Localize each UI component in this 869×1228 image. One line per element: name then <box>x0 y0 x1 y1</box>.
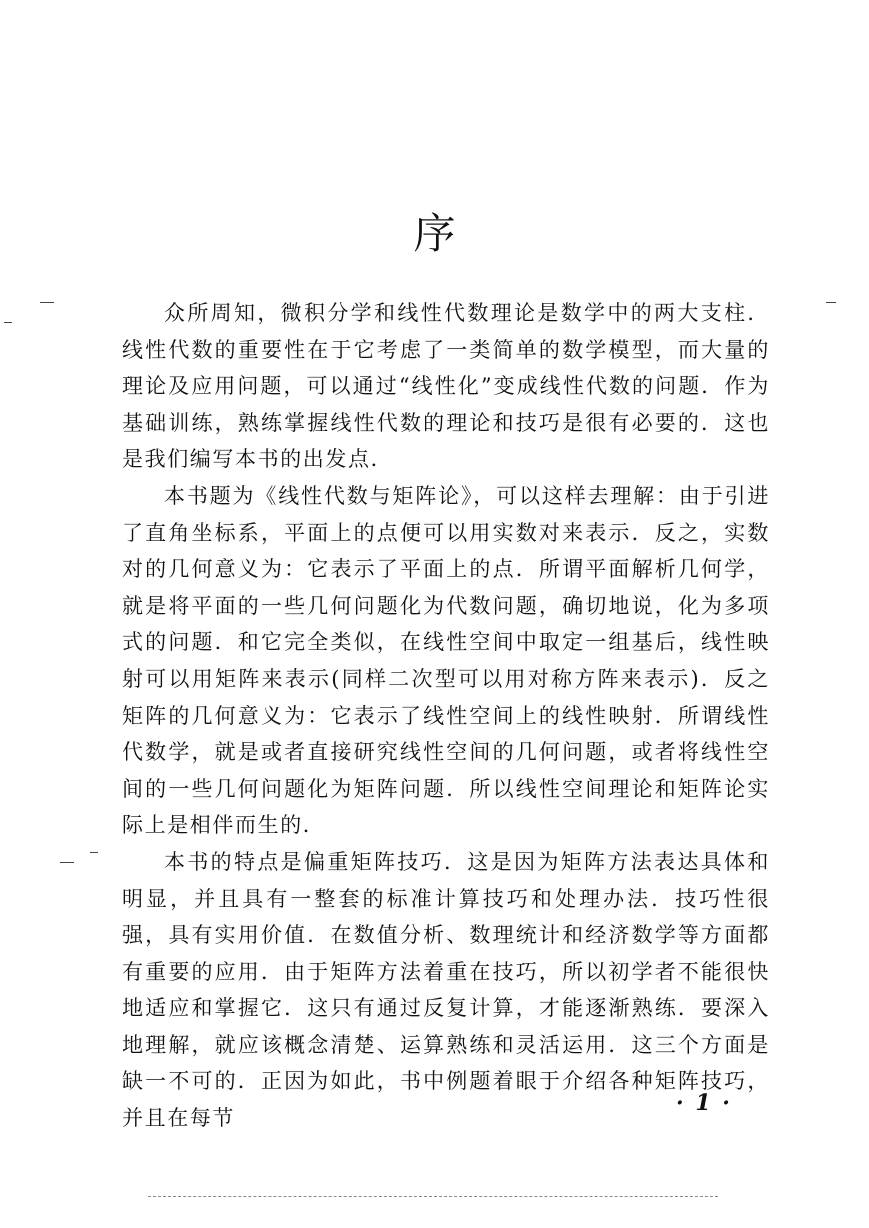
scan-mark <box>40 302 54 303</box>
paragraph-3: 本书的特点是偏重矩阵技巧．这是因为矩阵方法表达具体和明显，并且具有一整套的标准计算技巧和处理办法．技巧性很强，具有实用价值．在数值分析、数理统计和经济数学等方面都有重要的应用．由于矩阵方法着重在技巧，所以初学者不能很快地适应和掌握它．这只有通过反复计算，才能逐渐熟练．要深入地理解，就应该概念清楚、运算熟练和灵活运用．这三个方面是缺一不可的．正因为如此，书中例题着眼于介绍各种矩阵技巧，并且在每节 <box>122 849 770 1131</box>
scan-mark <box>826 302 836 303</box>
scan-mark <box>60 862 74 863</box>
bottom-rule <box>148 1196 718 1197</box>
body-text <box>122 295 770 1137</box>
scan-mark <box>4 322 12 323</box>
page-number: · 1 · <box>676 1090 732 1116</box>
paragraph-2: 本书题为《线性代数与矩阵论》，可以这样去理解：由于引进了直角坐标系，平面上的点便可以用实数对来表示．反之，实数对的几何意义为：它表示了平面上的点．所谓平面解析几何学，就是将平面的一些几何问题化为代数问题，确切地说，化为多项式的问题．和它完全类似，在线性空间中取定一组基后，线性映射可以用矩阵来表示(同样二次型可以用对称方阵来表示)．反之矩阵的几何意义为：它表示了线性空间上的线性映射．所谓线性代数学，就是或者直接研究线性空间的几何问题，或者将线性空间的一些几何问题化为矩阵问题．所以线性空间理论和矩阵论实际上是相伴而生的． <box>122 483 770 838</box>
scan-mark <box>90 852 98 853</box>
paragraph-1: 众所周知，微积分学和线性代数理论是数学中的两大支柱．线性代数的重要性在于它考虑了一类简单的数学模型，而大量的理论及应用问题，可以通过“线性化”变成线性代数的问题．作为基础训练，熟练掌握线性代数的理论和技巧是很有必要的．这也是我们编写本书的出发点． <box>122 301 770 472</box>
page-title: 序 <box>413 209 456 258</box>
